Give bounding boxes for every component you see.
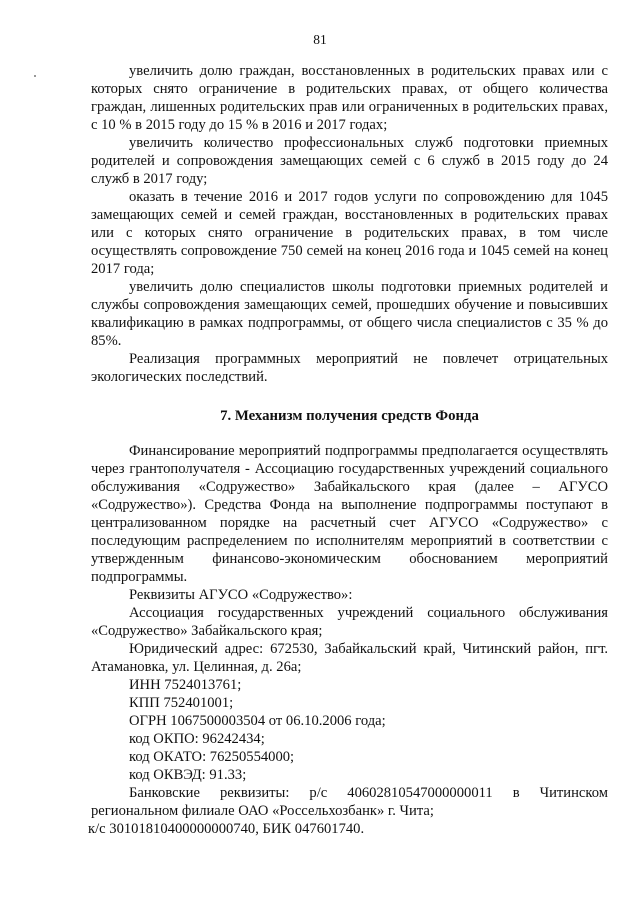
kpp-value: КПП 752401001; <box>129 695 234 711</box>
bank-details-line-1: Банковские реквизиты: р/с 40602810547000000011 в Читинском <box>129 785 608 801</box>
page-number: 81 <box>313 32 327 47</box>
inn-value: ИНН 7524013761; <box>129 677 242 693</box>
legal-address: Юридический адрес: 672530, Забайкальский край, Читинский район, пгт. Атамановка, ул. Целинная, д. 26а; <box>91 641 608 675</box>
association-name: Ассоциация государственных учреждений социального обслуживания «Содружество» Забайкальского края; <box>91 605 608 639</box>
ogrn-value: ОГРН 1067500003504 от 06.10.2006 года; <box>129 713 386 729</box>
scan-speck <box>34 75 36 77</box>
okpo-value: код ОКПО: 96242434; <box>129 731 265 747</box>
corr-account: к/с 30101810400000000740, БИК 047601740. <box>88 821 365 837</box>
financing-paragraph: Финансирование мероприятий подпрограммы предполагается осуществлять через грантополучателя - Ассоциацию государственных учреждений социального обслуживания «Содружество» Забайкальского края (далее – АГУСО «Содружество»). Средства Фонда на выполнение подпрограммы поступают в централизованном порядке на расчетный счет АГУСО «Содружество» с последующим распределением по исполнителям мероприятий в соответствии с утвержденным финансово-экономическим обоснованием мероприятий подпрограммы. <box>91 443 608 585</box>
goal-paragraph-4: увеличить долю специалистов школы подготовки приемных родителей и службы сопровождения замещающих семей, прошедших обучение и повысивших квалификацию в рамках подпрограммы, от общего числа специалистов с 35 % до 85%. <box>91 279 608 349</box>
requisites-title: Реквизиты АГУСО «Содружество»: <box>129 587 353 603</box>
okato-value: код ОКАТО: 76250554000; <box>129 749 295 765</box>
goal-paragraph-2: увеличить количество профессиональных служб подготовки приемных родителей и сопровождения замещающих семей с 6 служб в 2015 году до 24 служб в 2017 году; <box>91 135 608 187</box>
ecology-paragraph: Реализация программных мероприятий не повлечет отрицательных экологических последствий. <box>91 351 608 385</box>
goal-paragraph-1: увеличить долю граждан, восстановленных в родительских правах или с которых снято ограничение в родительских правах, от общего количества граждан, лишенных родительских прав или ограниченных в родительских правах, с 10 % в 2015 году до 15 % в 2016 и 2017 годах; <box>91 63 608 133</box>
goal-paragraph-3: оказать в течение 2016 и 2017 годов услуги по сопровождению для 1045 замещающих семей и семей граждан, восстановленных в родительских правах или с которых снято ограничение в родительских правах, в том числе осуществлять сопровождение 750 семей на конец 2016 года и 1045 семей на конец 2017 года; <box>91 189 608 277</box>
bank-details-line-2: региональном филиале ОАО «Россельхозбанк» г. Чита; <box>91 803 434 819</box>
section-heading: 7. Механизм получения средств Фонда <box>220 408 479 424</box>
okved-value: код ОКВЭД: 91.33; <box>129 767 247 783</box>
document-body <box>88 62 608 838</box>
